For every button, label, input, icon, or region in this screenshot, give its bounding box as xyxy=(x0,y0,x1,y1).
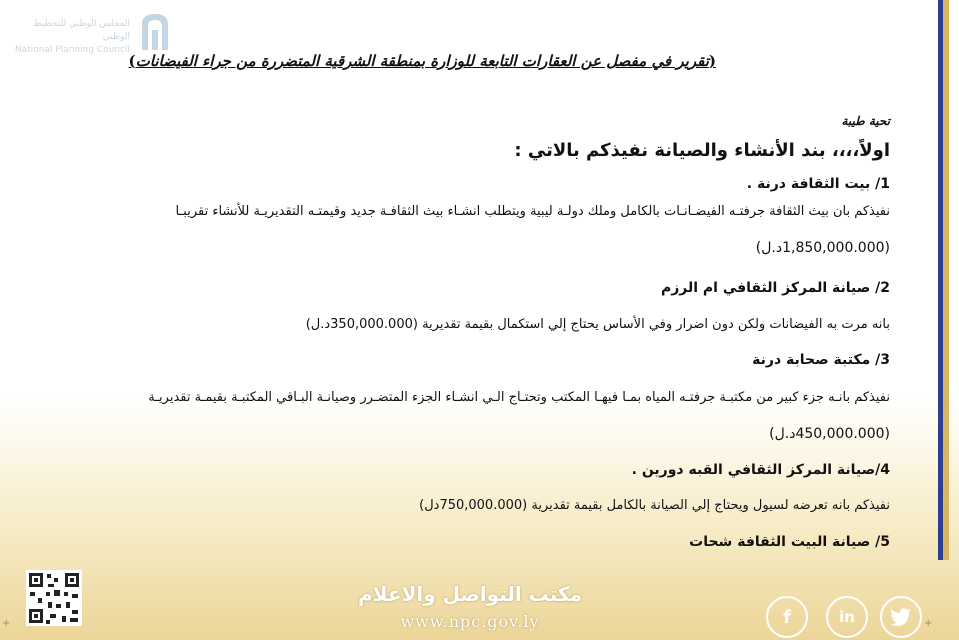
item-4-text: نفيذكم بانه تعرضه لسيول ويحتاج إلي الصيانة بالكامل بقيمة تقديرية (750,000.000دل) xyxy=(419,498,890,513)
crop-mark: + xyxy=(2,618,11,629)
item-2-title: 2/ صيانة المركز الثقافي ام الرزم xyxy=(660,280,890,296)
item-2-text: بانه مرت به الفيضانات ولكن دون اضرار وفي الأساس يحتاج إلي استكمال بقيمة تقديرية (350,000.000د.ل) xyxy=(305,317,890,332)
council-logo-icon xyxy=(138,10,172,54)
item-5-title: 5/ صيانة البيت الثقافة شحات xyxy=(689,534,890,550)
crop-mark: + xyxy=(924,618,933,629)
facebook-icon[interactable]: f xyxy=(766,596,808,638)
linkedin-icon[interactable]: in xyxy=(826,596,868,638)
logo-text: المجلس الوطني للتخطيط الوطني xyxy=(33,19,130,42)
twitter-icon[interactable] xyxy=(880,596,922,638)
item-3-text: نفيذكم بانـه جزء كبير من مكتبـة جرفتـه المياه بمـا فيهـا المكتب وتحتـاج الـي انشـاء الجزء المتضـرر وصيانـة البـاقي المكتبـة بقيمـة تقديريـة xyxy=(148,390,890,405)
office-url[interactable]: www.npc.gov.ly xyxy=(400,612,540,631)
report-title: (تقرير في مفصل عن العقارات التابعة للوزارة بمنطقة الشرقية المتضررة من جراء الفيضانات) xyxy=(128,52,716,70)
right-border-gold xyxy=(943,0,949,560)
greeting: تحية طيبة xyxy=(841,114,890,128)
footer xyxy=(0,560,959,640)
office-name: مكتب التواصل والاعلام xyxy=(357,582,583,606)
council-logo xyxy=(10,6,175,56)
item-3-amount: (450,000.000د.ل) xyxy=(769,426,890,442)
item-1-amount: (1,850,000.000د.ل) xyxy=(755,240,890,256)
item-1-text: نفيذكم بان بيث الثقافة جرفتـه الفيضـانـات بالكامل وملك دولـة ليبية ويتطلب انشـاء بيث الثقافـة جديد وقيمتـه التقديريـة للأنشاء تقريبـا xyxy=(175,204,890,219)
logo-subtext: National Planning Council xyxy=(14,45,130,55)
qr-code-icon xyxy=(26,570,82,626)
item-3-title: 3/ مكتبة صحابة درنة xyxy=(752,352,890,368)
item-4-title: 4/صيانة المركز الثقافي القبه دورين . xyxy=(631,462,890,478)
item-1-title: 1/ بيت الثقافة درنة . xyxy=(746,176,890,192)
section-heading: اولاً،،،، بند الأنشاء والصيانة نفيذكم بالاتي : xyxy=(514,140,890,161)
